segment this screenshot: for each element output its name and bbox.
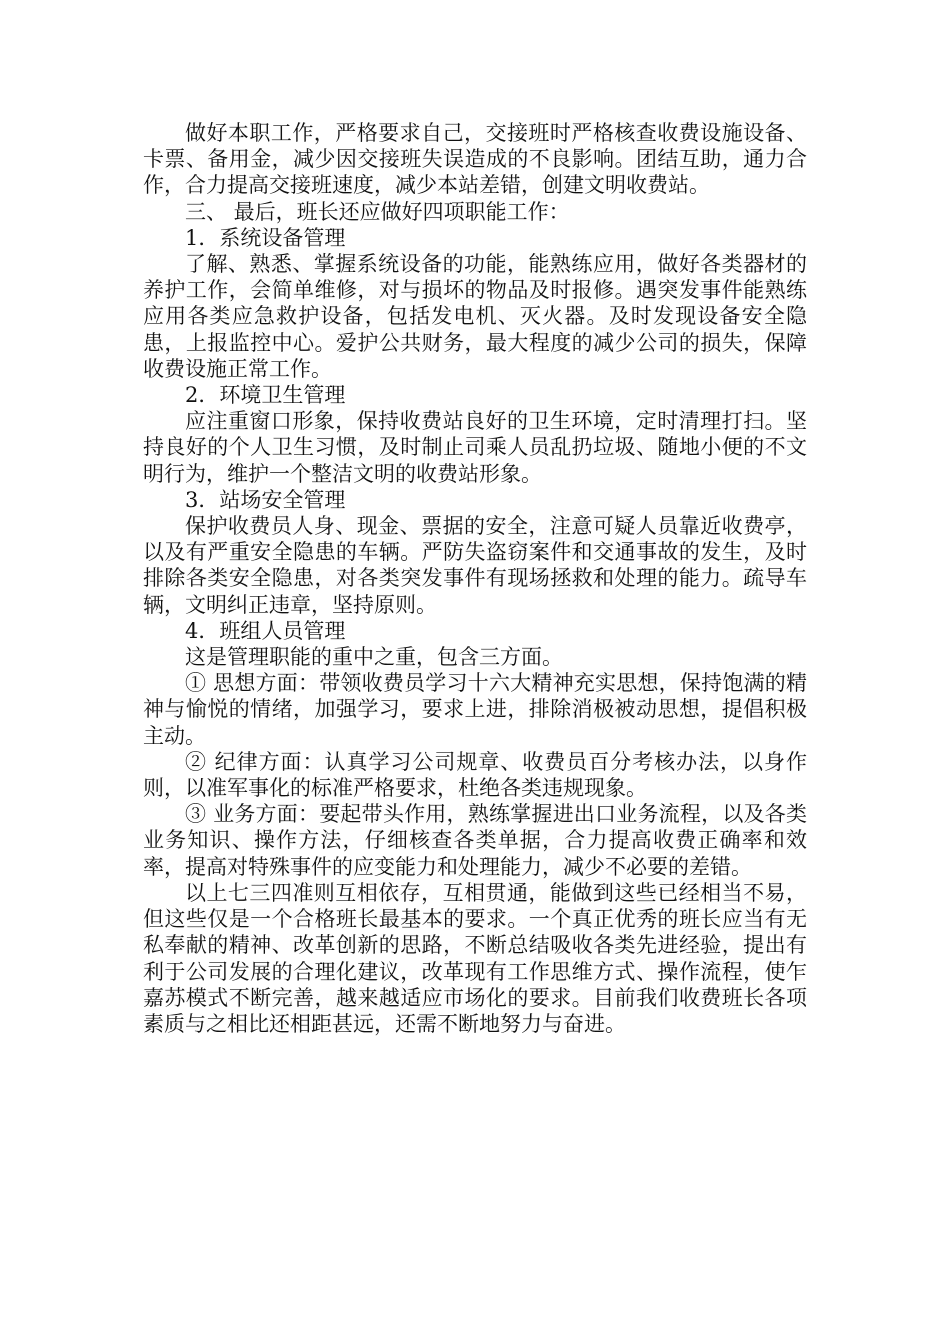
paragraph-ideology: ① 思想方面：带领收费员学习十六大精神充实思想，保持饱满的精神与愉悦的情绪，加强学习，要求上进，排除消极被动思想，提倡积极主动。 xyxy=(143,671,807,748)
subheading-station-safety: 3．站场安全管理 xyxy=(185,487,346,512)
paragraph-station-safety: 保护收费员人身、现金、票据的安全，注意可疑人员靠近收费亭，以及有严重安全隐患的车辆。严防失盗窃案件和交通事故的发生，及时排除各类安全隐患，对各类突发事件有现场拯救和处理的能力。疏导车辆，文明纠正违章，坚持原则。 xyxy=(143,514,807,617)
paragraph-system-equipment: 了解、熟悉、掌握系统设备的功能，能熟练应用，做好各类器材的养护工作，会简单维修，对与损坏的物品及时报修。遇突发事件能熟练应用各类应急救护设备，包括发电机、灭火器。及时发现设备安全隐患，上报监控中心。爱护公共财务，最大程度的减少公司的损失，保障收费设施正常工作。 xyxy=(143,252,807,381)
paragraph-discipline: ② 纪律方面：认真学习公司规章、收费员百分考核办法，以身作则，以准军事化的标准严格要求，杜绝各类违规现象。 xyxy=(143,749,807,801)
paragraph-environment-hygiene: 应注重窗口形象，保持收费站良好的卫生环境，定时清理打扫。坚持良好的个人卫生习惯，及时制止司乘人员乱扔垃圾、随地小便的不文明行为，维护一个整洁文明的收费站形象。 xyxy=(143,409,807,486)
paragraph-section-three-heading: 三、 最后，班长还应做好四项职能工作： xyxy=(185,199,570,224)
paragraph-business: ③ 业务方面：要起带头作用，熟练掌握进出口业务流程，以及各类业务知识、操作方法，仔细核查各类单据，合力提高收费正确率和效率，提高对特殊事件的应变能力和处理能力，减少不必要的差错。 xyxy=(143,802,807,879)
paragraph-conclusion: 以上七三四准则互相依存，互相贯通，能做到这些已经相当不易，但这些仅是一个合格班长最基本的要求。一个真正优秀的班长应当有无私奉献的精神、改革创新的思路，不断总结吸收各类先进经验，提出有利于公司发展的合理化建议，改革现有工作思维方式、操作流程，使乍嘉苏模式不断完善，越来越适应市场化的要求。目前我们收费班长各项素质与之相比还相距甚远，还需不断地努力与奋进。 xyxy=(143,880,807,1036)
paragraph-team-personnel-intro: 这是管理职能的重中之重，包含三方面。 xyxy=(185,645,563,670)
subheading-environment-hygiene: 2．环境卫生管理 xyxy=(185,383,346,408)
subheading-team-personnel: 4．班组人员管理 xyxy=(185,618,346,643)
paragraph-duty-handover: 做好本职工作，严格要求自己，交接班时严格核查收费设施设备、卡票、备用金，减少因交接班失误造成的不良影响。团结互助，通力合作，合力提高交接班速度，减少本站差错，创建文明收费站。 xyxy=(143,121,807,198)
subheading-system-equipment: 1．系统设备管理 xyxy=(185,225,346,250)
document-body xyxy=(143,120,807,1037)
